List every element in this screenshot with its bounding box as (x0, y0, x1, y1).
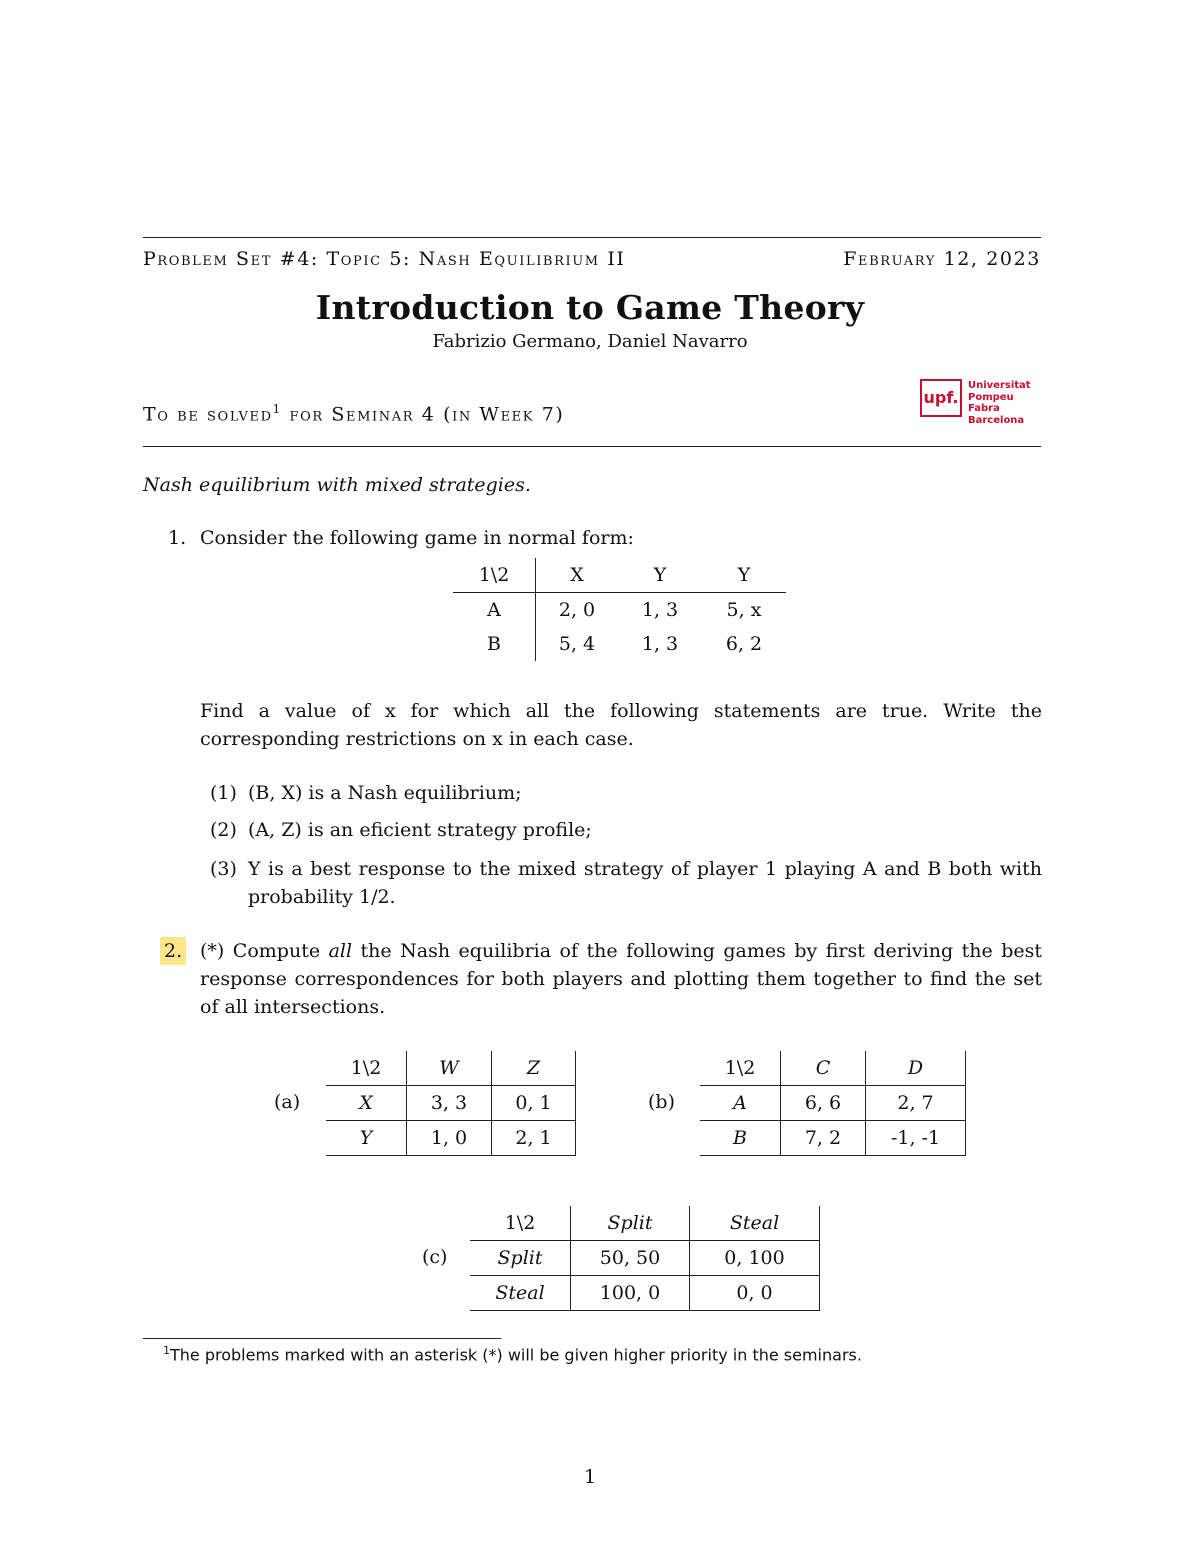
authors: Fabrizio Germano, Daniel Navarro (432, 331, 748, 352)
payoff-cell: -1, -1 (866, 1121, 966, 1156)
payoff-cell: 2, 0 (558, 599, 596, 621)
row-header: B (453, 627, 536, 661)
col-header: W (407, 1051, 492, 1086)
payoff-cell: 100, 0 (571, 1276, 690, 1311)
col-header: Y (702, 558, 786, 593)
upf-logo (920, 375, 1045, 425)
statement-3 (210, 855, 1042, 911)
document-title: Introduction to Game Theory (315, 288, 865, 327)
section-title: Nash equilibrium with mixed strategies. (143, 474, 531, 496)
header-bottom-rule (143, 446, 1041, 447)
payoff-cell: 3, 3 (407, 1086, 492, 1121)
problem-2-text (200, 937, 1042, 1021)
col-header: Steal (690, 1206, 820, 1241)
footnote-ref: 1 (272, 402, 282, 416)
footnote-rule (143, 1338, 501, 1339)
table-corner: 1\2 (326, 1051, 407, 1086)
payoff-cell: 50, 50 (571, 1241, 690, 1276)
payoff-cell: 5, 4 (558, 633, 596, 655)
logo-line-3: Barcelona (968, 414, 1025, 426)
footnote (163, 1344, 862, 1364)
problem-2-text-pre: (*) Compute (200, 940, 329, 962)
col-header: Split (571, 1206, 690, 1241)
table-corner: 1\2 (453, 558, 536, 593)
solve-line (143, 402, 564, 425)
statement-2 (210, 816, 1042, 844)
row-header: A (453, 593, 536, 628)
col-header: Y (618, 558, 702, 593)
row-header: A (700, 1086, 781, 1121)
row-header: X (326, 1086, 407, 1121)
footnote-mark: 1 (163, 1344, 170, 1357)
problem-1-intro: Consider the following game in normal form: (200, 527, 634, 549)
problem-2-text-emphasis: all (328, 940, 353, 962)
payoff-cell: 6, 6 (781, 1086, 866, 1121)
payoff-cell: 0, 1 (492, 1086, 576, 1121)
game-table-b (700, 1051, 966, 1156)
table-corner: 1\2 (470, 1206, 571, 1241)
problem-1-description: Find a value of x for which all the following statements are true. Write the corresponding restrictions on x in each case. (200, 700, 1042, 750)
upf-logo-text (968, 380, 1045, 426)
game-table-problem-1 (453, 558, 786, 661)
problem-2-text-post: the Nash equilibria of the following games by first deriving the best response correspondences for both players and plotting them together to find the set of all intersections. (200, 940, 1042, 1018)
game-a-label: (a) (274, 1091, 301, 1113)
row-header: Split (470, 1241, 571, 1276)
payoff-cell: 2, 1 (492, 1121, 576, 1156)
game-table-a (326, 1051, 576, 1156)
footnote-text: The problems marked with an asterisk (*) will be given higher priority in the seminars. (170, 1345, 862, 1365)
game-c-label: (c) (422, 1246, 448, 1268)
row-header: Steal (470, 1276, 571, 1311)
payoff-cell: 1, 3 (641, 599, 679, 621)
payoff-cell: 0, 0 (690, 1276, 820, 1311)
col-header: X (536, 558, 619, 593)
top-rule (143, 237, 1041, 238)
table-corner: 1\2 (700, 1051, 781, 1086)
payoff-cell: 7, 2 (781, 1121, 866, 1156)
statement-text: (A, Z) is an eficient strategy profile; (248, 819, 592, 841)
problem-1-number: 1. (168, 527, 187, 549)
row-header: B (700, 1121, 781, 1156)
problem-2-number: 2. (160, 937, 186, 965)
logo-line-2: Pompeu Fabra (968, 391, 1014, 414)
col-header: Z (492, 1051, 576, 1086)
payoff-cell: 6, 2 (725, 633, 763, 655)
solve-prefix: To be solved (143, 403, 273, 426)
payoff-cell: 1, 0 (407, 1121, 492, 1156)
payoff-cell: 5, x (726, 599, 762, 621)
page-number: 1 (583, 1466, 597, 1488)
payoff-cell: 0, 100 (690, 1241, 820, 1276)
statement-label: (2) (210, 819, 237, 841)
problem-set-label: Problem Set #4: Topic 5: Nash Equilibrium II (143, 248, 626, 270)
payoff-cell: 2, 7 (866, 1086, 966, 1121)
statement-label: (1) (210, 782, 237, 804)
col-header: C (781, 1051, 866, 1086)
game-table-c (470, 1206, 820, 1311)
col-header: D (866, 1051, 966, 1086)
row-header: Y (326, 1121, 407, 1156)
statement-text: Y is a best response to the mixed strategy of player 1 playing A and B both with probability 1/2. (248, 858, 1042, 908)
statement-label: (3) (210, 858, 237, 880)
game-b-label: (b) (648, 1091, 675, 1113)
payoff-cell: 1, 3 (641, 633, 679, 655)
date-label: February 12, 2023 (843, 248, 1041, 270)
statement-1 (210, 779, 1042, 807)
logo-line-1: Universitat (968, 380, 1031, 391)
solve-suffix: for Seminar 4 (in Week 7) (281, 403, 565, 426)
statement-text: (B, X) is a Nash equilibrium; (248, 782, 522, 804)
upf-logo-mark: upf. (920, 379, 962, 417)
